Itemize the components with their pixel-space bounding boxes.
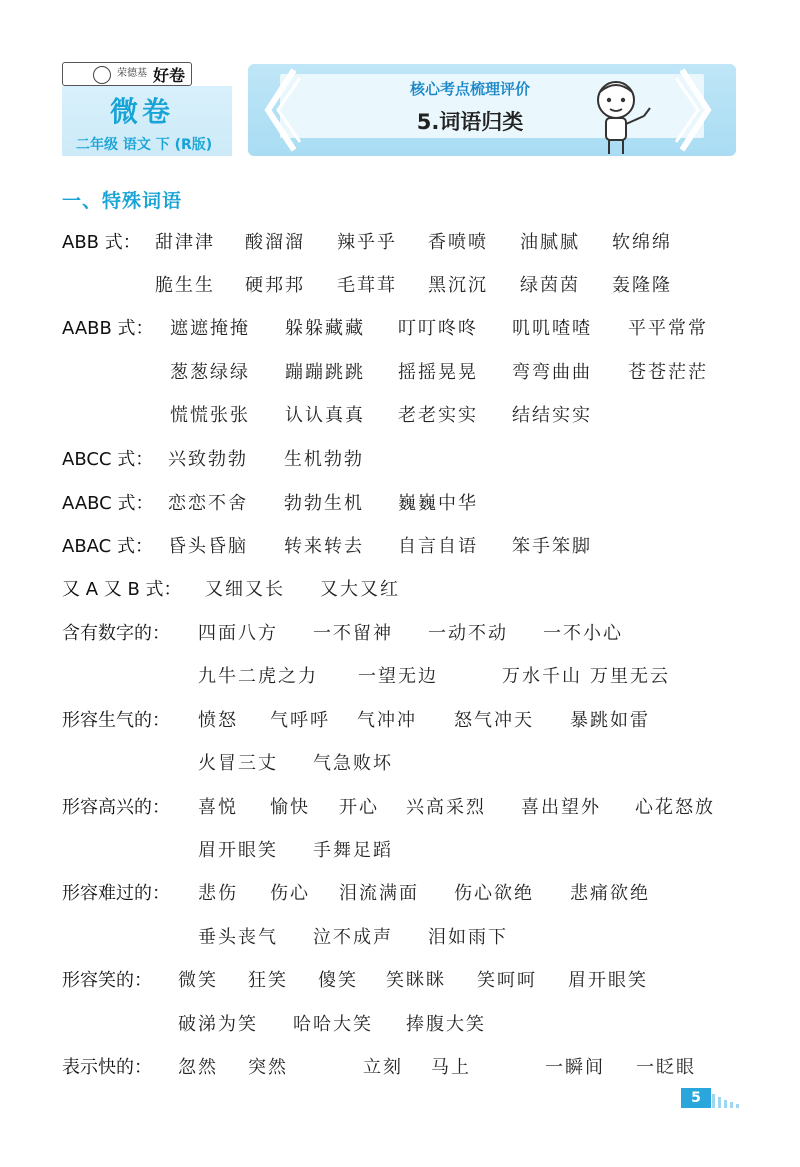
word-item: 喜悦 — [198, 797, 238, 818]
word-item: 油腻腻 — [520, 232, 580, 253]
word-item: 又细又长 — [205, 579, 285, 600]
word-item: 蹦蹦跳跳 — [285, 362, 365, 383]
word-item: 甜津津 — [155, 232, 215, 253]
word-item: 愉快 — [270, 797, 310, 818]
word-item: 老老实实 — [398, 405, 478, 426]
word-item: 兴致勃勃 — [168, 449, 248, 470]
group-label: ABB 式： — [62, 232, 141, 253]
word-item: 傻笑 — [318, 970, 358, 991]
word-item: 泪如雨下 — [428, 927, 508, 948]
word-item: 开心 — [339, 797, 379, 818]
word-item: 弯弯曲曲 — [512, 362, 592, 383]
chevron-right-icon — [674, 64, 714, 156]
group-label: 形容生气的： — [62, 710, 170, 731]
word-item: 暴跳如雷 — [570, 710, 650, 731]
brand-small-text: 荣德基 — [116, 68, 147, 79]
word-item: 忽然 — [178, 1057, 218, 1078]
word-item: 九牛二虎之力 — [198, 666, 318, 687]
word-item: 垂头丧气 — [198, 927, 278, 948]
word-item: 又大又红 — [320, 579, 400, 600]
word-item: 巍巍中华 — [398, 493, 478, 514]
word-item: 遮遮掩掩 — [170, 318, 250, 339]
word-item: 慌慌张张 — [170, 405, 250, 426]
word-item: 叽叽喳喳 — [512, 318, 592, 339]
word-item: 一瞬间 — [545, 1057, 605, 1078]
group-label: ABAC 式： — [62, 536, 153, 557]
word-item: 软绵绵 — [612, 232, 672, 253]
word-item: 香喷喷 — [428, 232, 488, 253]
word-item: 哈哈大笑 — [293, 1014, 373, 1035]
group-label: 含有数字的： — [62, 623, 170, 644]
word-item: 喜出望外 — [521, 797, 601, 818]
word-item: 破涕为笑 — [178, 1014, 258, 1035]
word-item: 轰隆隆 — [612, 275, 672, 296]
word-item: 火冒三丈 — [198, 753, 278, 774]
word-item: 气冲冲 — [357, 710, 417, 731]
word-item: 怒气冲天 — [454, 710, 534, 731]
word-item: 笑呵呵 — [477, 970, 537, 991]
word-item: 摇摇晃晃 — [398, 362, 478, 383]
word-item: 四面八方 — [198, 623, 278, 644]
word-item: 生机勃勃 — [284, 449, 364, 470]
group-label: AABB 式： — [62, 318, 154, 339]
word-item: 脆生生 — [155, 275, 215, 296]
word-item: 眉开眼笑 — [198, 840, 278, 861]
word-item: 躲躲藏藏 — [285, 318, 365, 339]
word-item: 一动不动 — [428, 623, 508, 644]
word-item: 愤怒 — [198, 710, 238, 731]
word-item: 绿茵茵 — [520, 275, 580, 296]
word-item: 气急败坏 — [313, 753, 393, 774]
page-bars-decoration — [712, 1092, 742, 1108]
section-title: 一、特殊词语 — [62, 190, 183, 212]
word-item: 马上 — [431, 1057, 471, 1078]
word-item: 兴高采烈 — [406, 797, 486, 818]
word-item: 辣乎乎 — [337, 232, 397, 253]
word-item: 苍苍茫茫 — [628, 362, 708, 383]
banner-subtitle: 核心考点梳理评价 — [409, 80, 530, 98]
word-item: 勃勃生机 — [284, 493, 364, 514]
chevron-left-icon — [262, 64, 302, 156]
group-label: 表示快的： — [62, 1057, 152, 1078]
word-item: 伤心 — [270, 883, 310, 904]
brand-logo-box — [62, 62, 192, 86]
page-header — [62, 60, 738, 160]
word-item: 平平常常 — [628, 318, 708, 339]
word-item: 捧腹大笑 — [406, 1014, 486, 1035]
word-item: 万里无云 — [590, 666, 670, 687]
word-item: 硬邦邦 — [245, 275, 305, 296]
word-item: 毛茸茸 — [337, 275, 397, 296]
page-title: 微卷 — [110, 95, 175, 128]
word-item: 葱葱绿绿 — [170, 362, 250, 383]
group-label: 又 A 又 B 式： — [62, 579, 182, 600]
word-item: 突然 — [248, 1057, 288, 1078]
word-item: 手舞足蹈 — [313, 840, 393, 861]
word-item: 伤心欲绝 — [454, 883, 534, 904]
word-item: 认认真真 — [285, 405, 365, 426]
word-item: 气呼呼 — [270, 710, 330, 731]
group-label: AABC 式： — [62, 493, 154, 514]
brand-logo-text: 好卷 — [152, 65, 185, 85]
group-label: 形容难过的： — [62, 883, 170, 904]
word-item: 结结实实 — [512, 405, 592, 426]
word-item: 一不小心 — [543, 623, 623, 644]
word-item: 立刻 — [363, 1057, 403, 1078]
mascot-face-icon — [93, 66, 111, 84]
word-item: 一望无边 — [358, 666, 438, 687]
word-item: 一不留神 — [313, 623, 393, 644]
lesson-title: 5.词语归类 — [416, 110, 524, 134]
word-item: 转来转去 — [284, 536, 364, 557]
group-label: ABCC 式： — [62, 449, 154, 470]
word-item: 笑眯眯 — [386, 970, 446, 991]
word-item: 酸溜溜 — [245, 232, 305, 253]
word-item: 悲痛欲绝 — [570, 883, 650, 904]
word-item: 狂笑 — [248, 970, 288, 991]
word-item: 黑沉沉 — [428, 275, 488, 296]
word-item: 泣不成声 — [313, 927, 393, 948]
word-item: 恋恋不舍 — [168, 493, 248, 514]
word-item: 眉开眼笑 — [568, 970, 648, 991]
word-item: 自言自语 — [398, 536, 478, 557]
word-item: 泪流满面 — [339, 883, 419, 904]
group-label: 形容笑的： — [62, 970, 152, 991]
word-item: 心花怒放 — [635, 797, 715, 818]
grade-subject-label: 二年级 语文 下 (R版) — [76, 137, 213, 153]
group-label: 形容高兴的： — [62, 797, 170, 818]
word-item: 笨手笨脚 — [512, 536, 592, 557]
word-item: 昏头昏脑 — [168, 536, 248, 557]
word-item: 微笑 — [178, 970, 218, 991]
page-number: 5 — [681, 1088, 711, 1108]
teacher-mascot-icon — [580, 78, 652, 158]
word-item: 叮叮咚咚 — [398, 318, 478, 339]
word-item: 万水千山 — [502, 666, 582, 687]
word-item: 一眨眼 — [636, 1057, 696, 1078]
word-item: 悲伤 — [198, 883, 238, 904]
